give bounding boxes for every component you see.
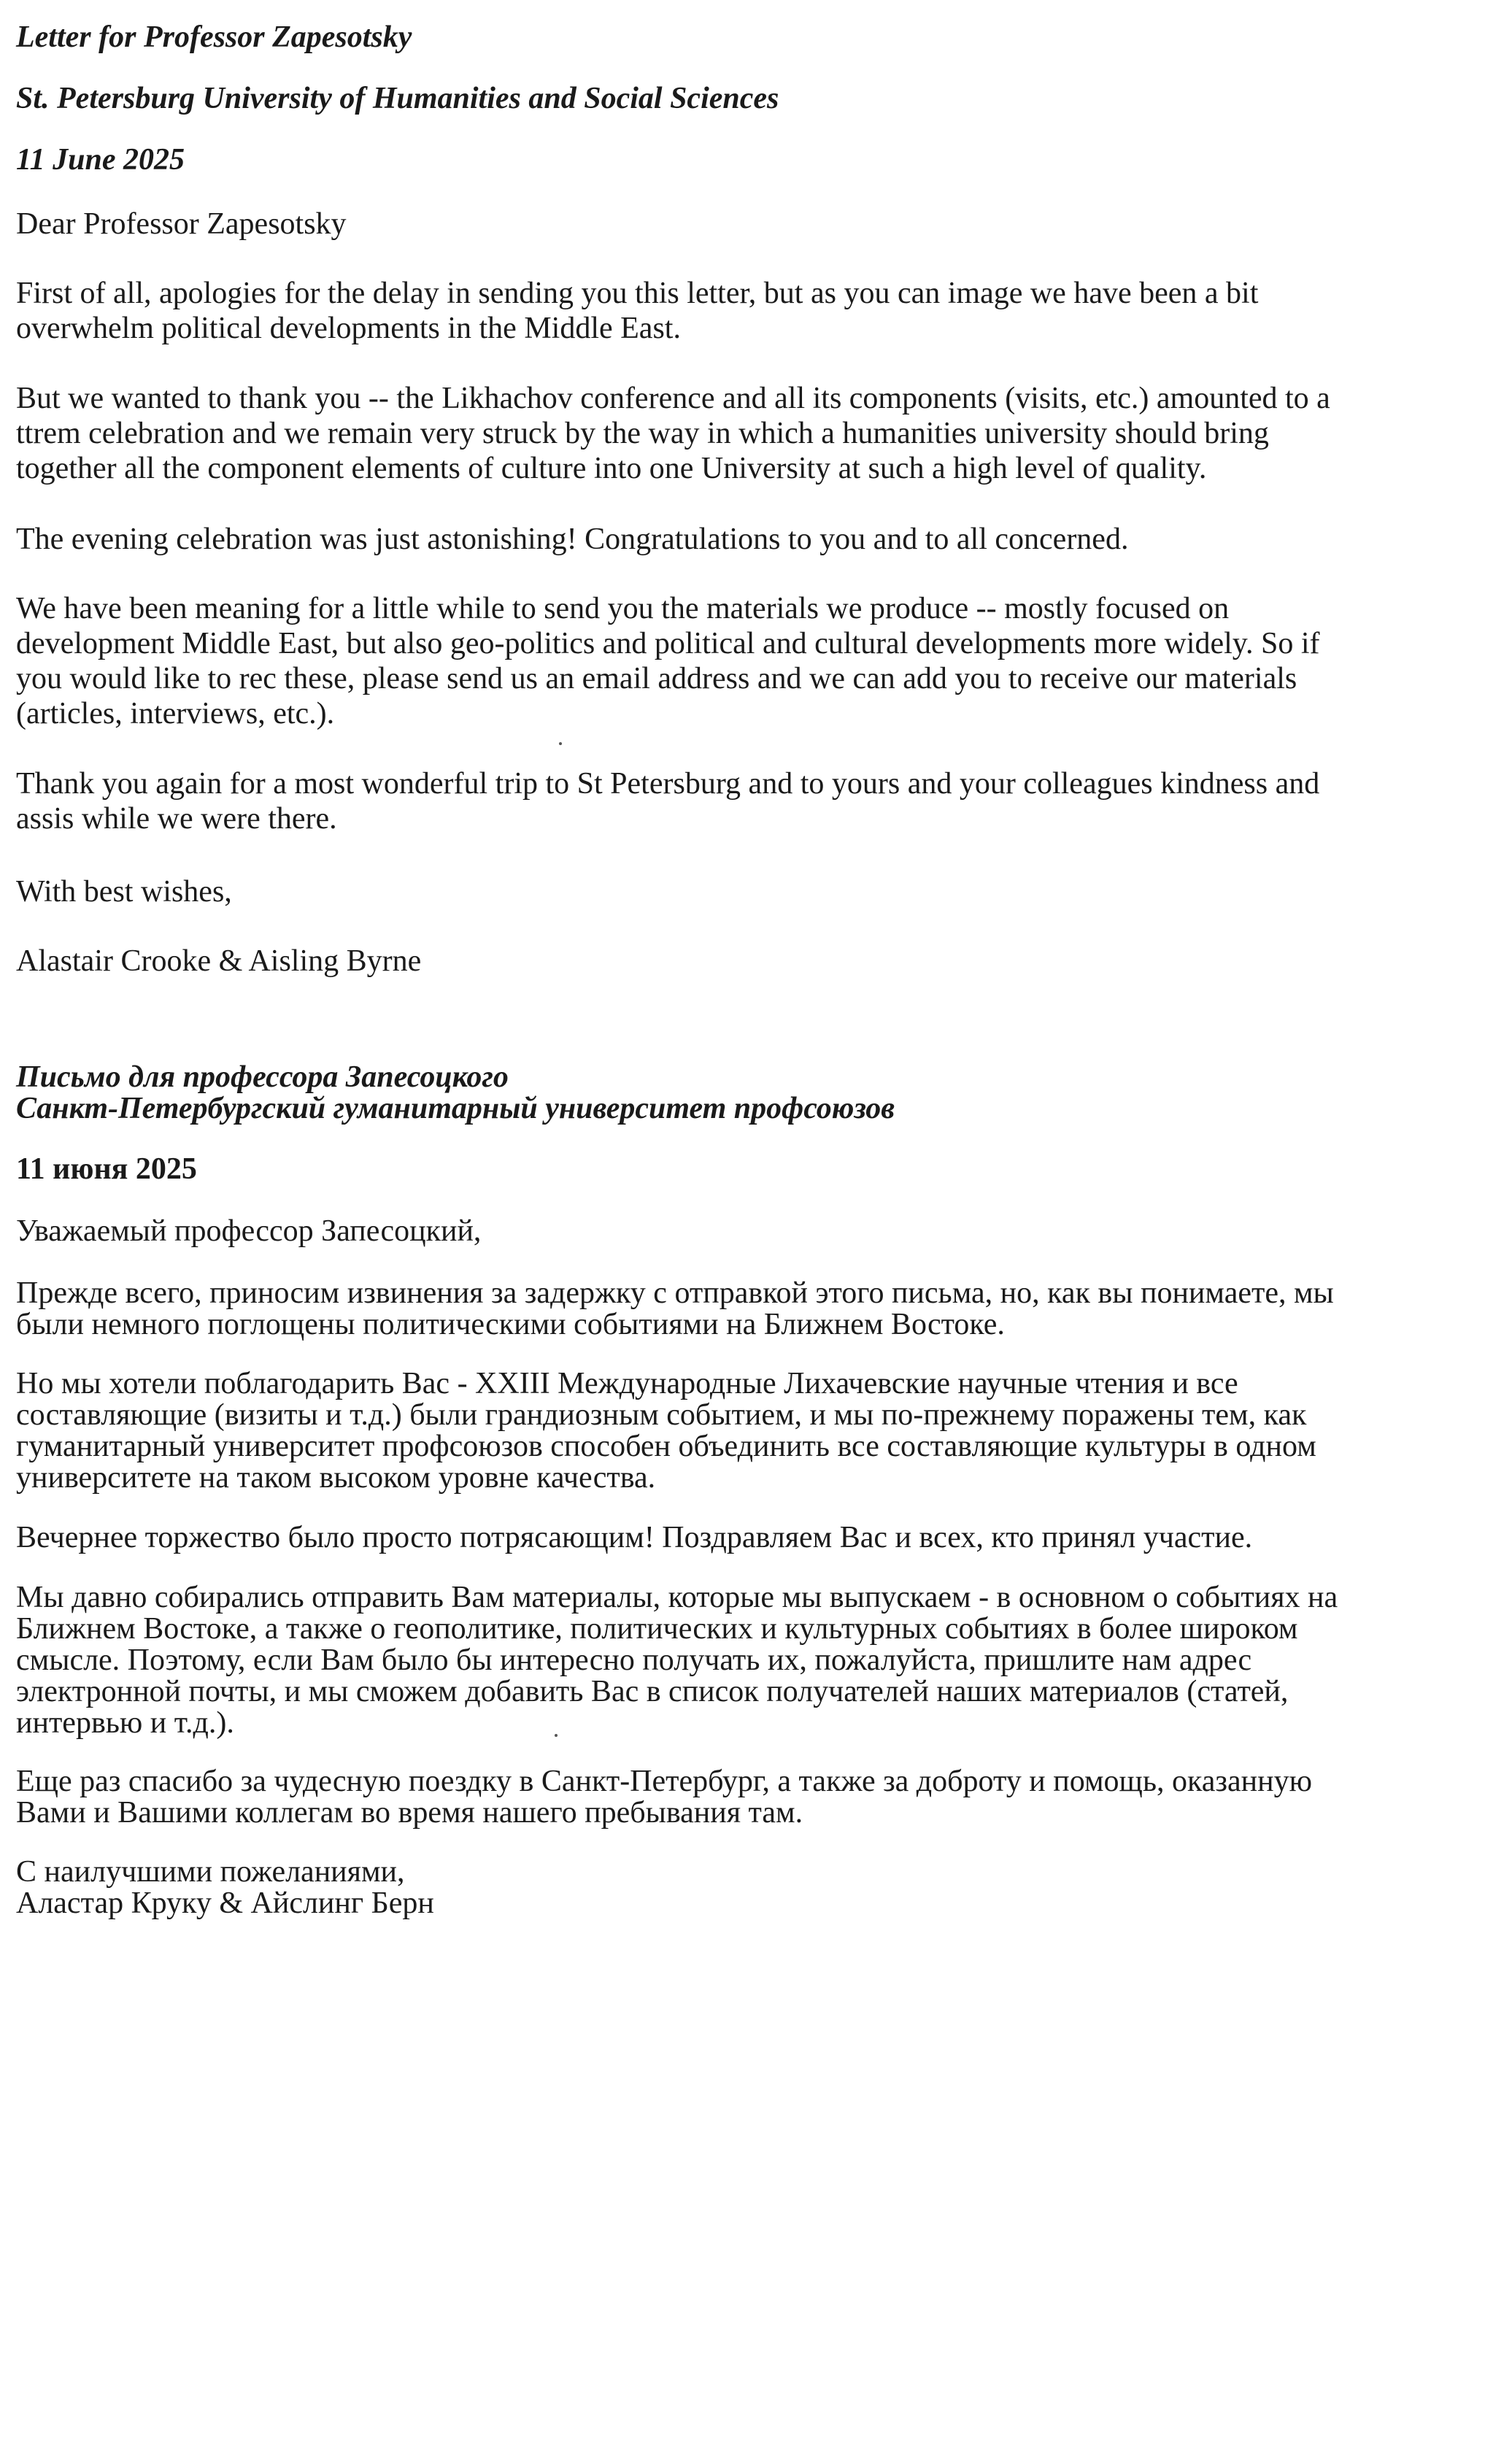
paragraph-line: assis while we were there. (16, 802, 337, 836)
paragraph-line: электронной почты, и мы сможем добавить Вас в список получателей наших материалов (статей, (16, 1675, 1289, 1708)
russian-date: 11 июня 2025 (16, 1152, 197, 1186)
russian-closing: С наилучшими пожеланиями, (16, 1855, 405, 1889)
english-closing: With best wishes, (16, 875, 232, 909)
english-signature: Alastair Crooke & Aisling Byrne (16, 944, 422, 978)
paragraph-line: development Middle East, but also geo-politics and political and cultural developments more widely. So if (16, 627, 1320, 660)
paragraph-line: интервью и т.д.). (16, 1706, 234, 1740)
english-header-recipient: Letter for Professor Zapesotsky (16, 20, 412, 54)
paragraph-line: Еще раз спасибо за чудесную поездку в Санкт-Петербург, а также за доброту и помощь, оказанную (16, 1765, 1312, 1798)
paragraph-line: But we wanted to thank you -- the Likhachov conference and all its components (visits, etc.) amounted to a (16, 382, 1330, 415)
paragraph-line: overwhelm political developments in the Middle East. (16, 312, 681, 345)
paragraph-line: Мы давно собирались отправить Вам материалы, которые мы выпускаем - в основном о событиях на (16, 1581, 1338, 1614)
paragraph-line: университете на таком высоком уровне качества. (16, 1461, 656, 1495)
paragraph-line: We have been meaning for a little while to send you the materials we produce -- mostly focused on (16, 592, 1230, 625)
paragraph-line: Но мы хотели поблагодарить Вас - XXIII Международные Лихачевские научные чтения и все (16, 1367, 1238, 1400)
paragraph-line: были немного поглощены политическими событиями на Ближнем Востоке. (16, 1308, 1005, 1341)
paragraph-line: (articles, interviews, etc.). (16, 697, 335, 731)
russian-header-institution: Санкт-Петербургский гуманитарный университет профсоюзов (16, 1092, 895, 1125)
paragraph-line: смысле. Поэтому, если Вам было бы интересно получать их, пожалуйста, пришлите нам адрес (16, 1643, 1252, 1677)
paragraph-line: ttrem celebration and we remain very struck by the way in which a humanities university should bring (16, 417, 1269, 450)
paragraph-line: First of all, apologies for the delay in sending you this letter, but as you can image we have been a bit (16, 277, 1259, 310)
english-header-institution: St. Petersburg University of Humanities and Social Sciences (16, 82, 779, 115)
paragraph-line: Вами и Вашими коллегам во время нашего пребывания там. (16, 1796, 803, 1830)
scan-speck (555, 1734, 558, 1737)
paragraph-line: Thank you again for a most wonderful trip to St Petersburg and to yours and your colleagues kindness and (16, 767, 1320, 801)
russian-header-recipient: Письмо для профессора Запесоцкого (16, 1060, 509, 1094)
russian-signature: Аластар Круку & Айслинг Берн (16, 1886, 434, 1920)
paragraph-line: you would like to rec these, please send us an email address and we can add you to receive our materials (16, 662, 1297, 695)
russian-salutation: Уважаемый профессор Запесоцкий, (16, 1214, 482, 1248)
paragraph-line: составляющие (визиты и т.д.) были грандиозным событием, и мы по-прежнему поражены тем, как (16, 1398, 1307, 1432)
paragraph-line: The evening celebration was just astonishing! Congratulations to you and to all concerned. (16, 523, 1129, 556)
scan-speck (559, 742, 562, 745)
paragraph-line: together all the component elements of culture into one University at such a high level of quality. (16, 452, 1207, 485)
paragraph-line: Вечернее торжество было просто потрясающим! Поздравляем Вас и всех, кто принял участие. (16, 1521, 1253, 1554)
paragraph-line: Ближнем Востоке, а также о геополитике, политических и культурных событиях в более широком (16, 1612, 1298, 1646)
english-date: 11 June 2025 (16, 143, 185, 177)
paragraph-line: гуманитарный университет профсоюзов способен объединить все составляющие культуры в одном (16, 1430, 1316, 1463)
paragraph-line: Прежде всего, приносим извинения за задержку с отправкой этого письма, но, как вы понимаете, мы (16, 1276, 1334, 1310)
english-salutation: Dear Professor Zapesotsky (16, 207, 347, 241)
